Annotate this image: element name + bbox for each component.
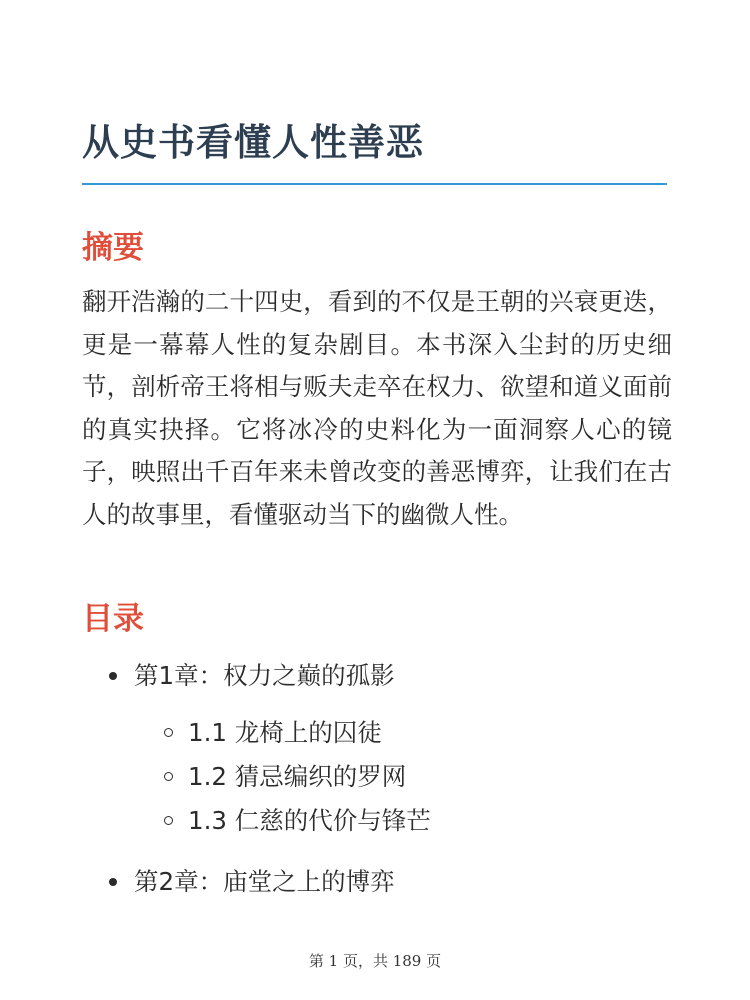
toc-section-list [134, 711, 672, 843]
abstract-body: 翻开浩瀚的二十四史，看到的不仅是王朝的兴衰更迭，更是一幕幕人性的复杂剧目。本书深入尘封的历史细节，剖析帝王将相与贩夫走卒在权力、欲望和道义面前的真实抉择。它将冰冷的史料化为一面洞察人心的镜子，映照出千百年来未曾改变的善恶博弈，让我们在古人的故事里，看懂驱动当下的幽微人性。 [82, 287, 672, 529]
title-divider [82, 183, 667, 185]
document-title: 从史书看懂人性善恶 [82, 121, 424, 164]
abstract-heading: 摘要 [82, 230, 144, 266]
toc-section-1-3 [134, 799, 672, 843]
bullet-disc-icon [109, 878, 117, 886]
toc-list [82, 655, 672, 903]
toc-chapter-2 [82, 861, 672, 903]
toc-heading: 目录 [82, 601, 144, 637]
toc-section-1-2 [134, 755, 672, 799]
toc-section-label: 1.3 仁慈的代价与锋芒 [188, 806, 431, 835]
toc-section-label: 1.1 龙椅上的囚徒 [188, 718, 382, 747]
bullet-disc-icon [109, 672, 117, 680]
bullet-circle-icon [164, 728, 173, 737]
toc-section-1-1 [134, 711, 672, 755]
bullet-circle-icon [164, 772, 173, 781]
page-footer: 第 1 页，共 189 页 [308, 952, 442, 970]
toc-chapter-label: 第1章：权力之巅的孤影 [134, 661, 395, 690]
toc-chapter-1 [82, 655, 672, 843]
toc-section-label: 1.2 猜忌编织的罗网 [188, 762, 407, 791]
toc-chapter-label: 第2章：庙堂之上的博弈 [134, 867, 395, 896]
bullet-circle-icon [164, 816, 173, 825]
